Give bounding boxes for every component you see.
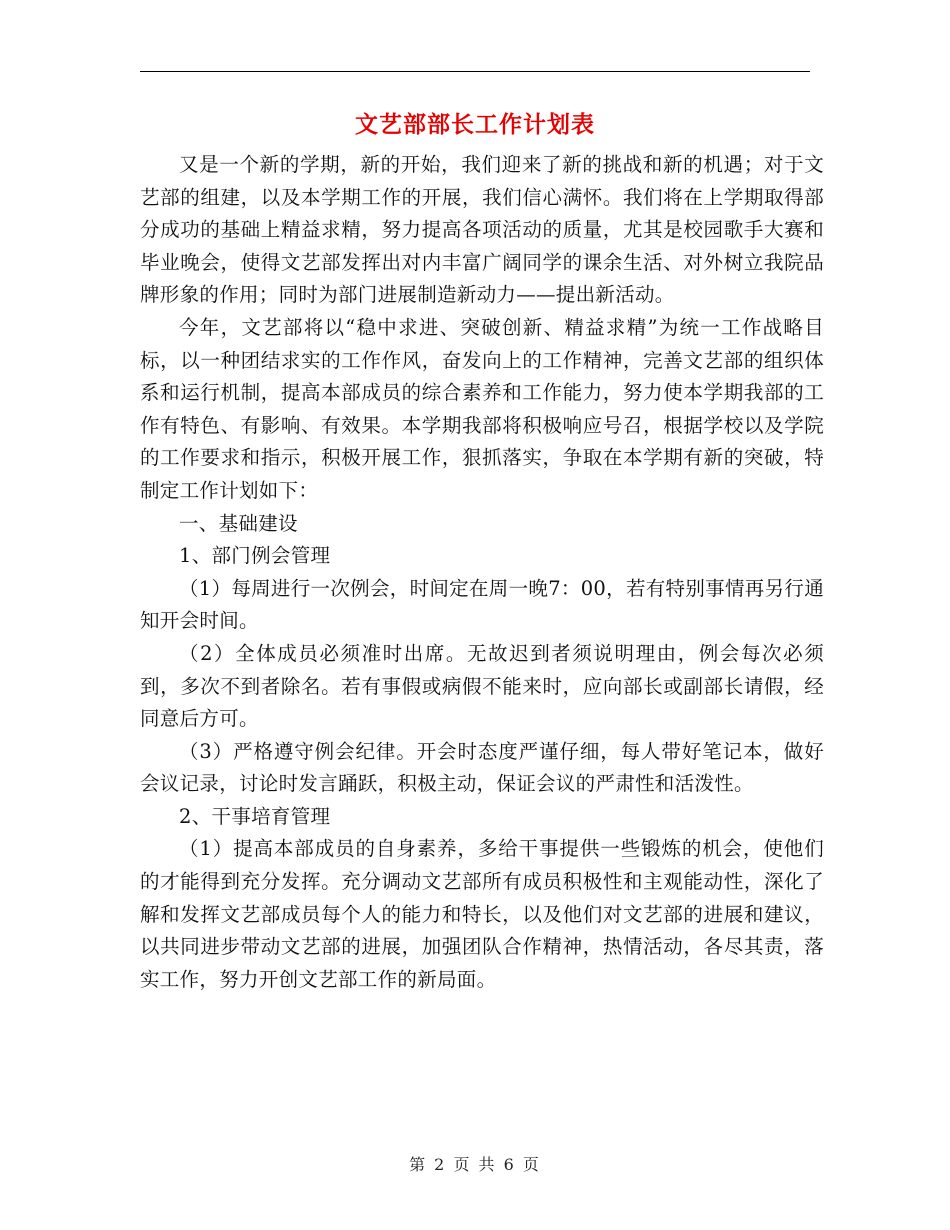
body-paragraph-2: 今年，文艺部将以“稳中求进、突破创新、精益求精”为统一工作战略目标，以一种团结求实的工作作风，奋发向上的工作精神，完善文艺部的组织体系和运行机制，提高本部成员的综合素养和工作能力，努力使本学期我部的工作有特色、有影响、有效果。本学期我部将积极响应号召，根据学校以及学院的工作要求和指示，积极开展工作，狠抓落实，争取在本学期有新的突破，特制定工作计划如下： [140, 315, 824, 502]
section-heading-basic-construction: 一、基础建设 [179, 511, 298, 535]
document-title: 文艺部部长工作计划表 [355, 111, 595, 138]
page-number-footer: 第 2 页 共 6 页 [409, 1155, 541, 1174]
header-rule [140, 71, 810, 72]
meeting-rule-3: （3）严格遵守例会纪律。开会时态度严谨仔细，每人带好笔记本，做好会议记录，讨论时发言踊跃，积极主动，保证会议的严肃性和活泼性。 [140, 739, 824, 796]
document-body [140, 149, 824, 996]
meeting-rule-2: （2）全体成员必须准时出席。无故迟到者须说明理由，例会每次必须到，多次不到者除名。若有事假或病假不能来时，应向部长或副部长请假，经同意后方可。 [140, 641, 824, 731]
subsection-heading-meeting-management: 1、部门例会管理 [179, 544, 331, 568]
meeting-rule-1: （1）每周进行一次例会，时间定在周一晚7：00，若有特别事情再另行通知开会时间。 [140, 576, 824, 633]
body-paragraph-1: 又是一个新的学期，新的开始，我们迎来了新的挑战和新的机遇；对于文艺部的组建，以及本学期工作的开展，我们信心满怀。我们将在上学期取得部分成功的基础上精益求精，努力提高各项活动的质量，尤其是校园歌手大赛和毕业晚会，使得文艺部发挥出对内丰富广阔同学的课余生活、对外树立我院品牌形象的作用；同时为部门进展制造新动力——提出新活动。 [140, 153, 824, 307]
subsection-heading-staff-training: 2、干事培育管理 [179, 804, 331, 828]
training-rule-1: （1）提高本部成员的自身素养，多给干事提供一些锻炼的机会，使他们的才能得到充分发挥。充分调动文艺部所有成员积极性和主观能动性，深化了解和发挥文艺部成员每个人的能力和特长，以及他们对文艺部的进展和建议，以共同进步带动文艺部的进展，加强团队合作精神，热情活动，各尽其责，落实工作，努力开创文艺部工作的新局面。 [140, 837, 824, 991]
